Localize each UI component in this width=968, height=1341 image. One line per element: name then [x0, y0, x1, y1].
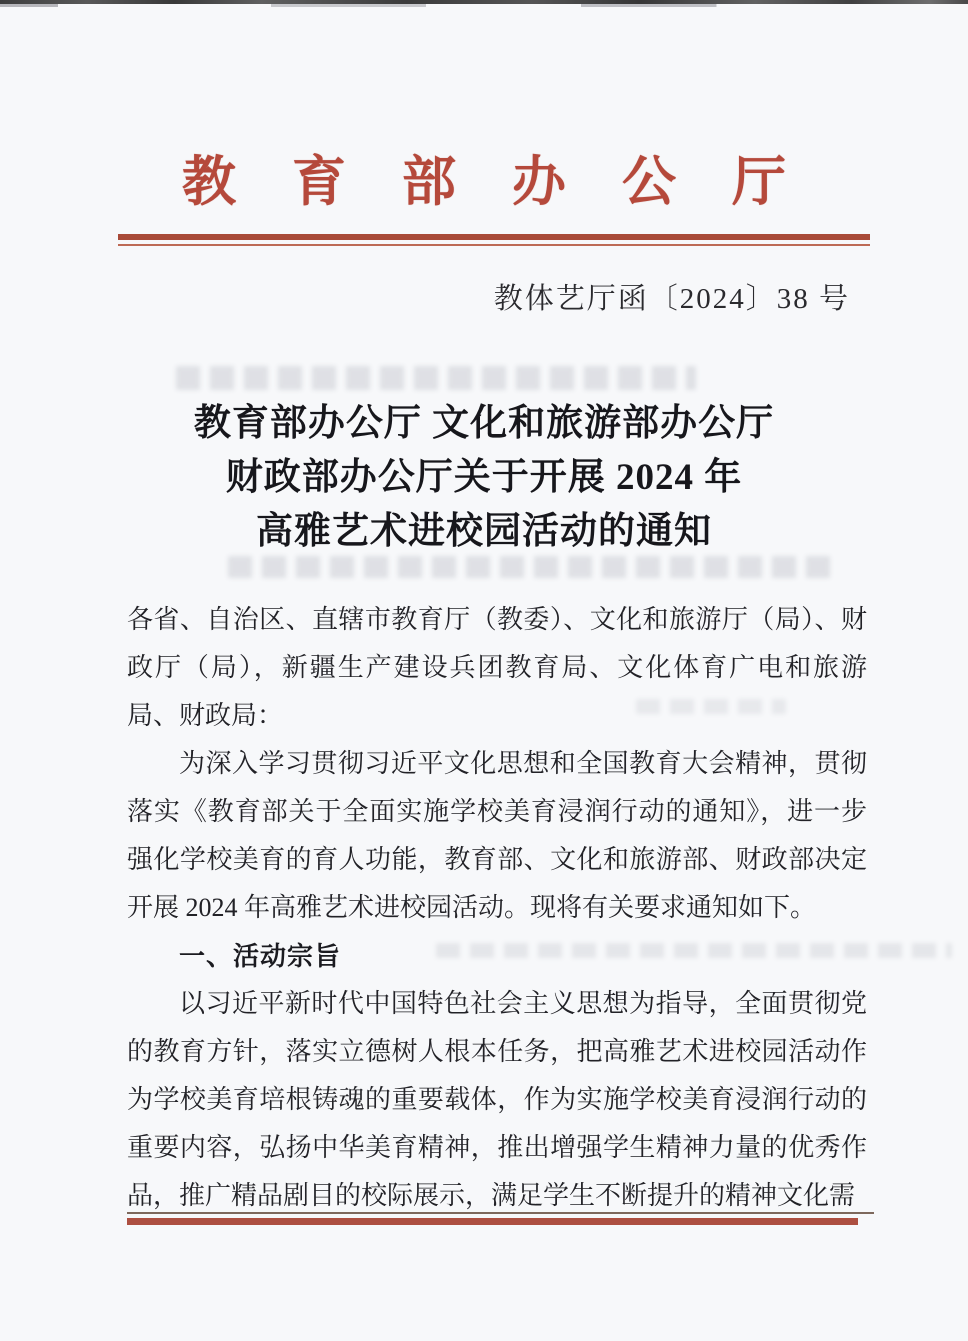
letterhead-agency-name: 教育部办公厅	[182, 152, 842, 212]
document-title-line-1: 教育部办公厅 文化和旅游部办公厅	[193, 403, 775, 444]
document-title-line-2: 财政部办公厅关于开展 2024 年	[225, 457, 743, 498]
section-1-heading: 一、活动宗旨	[179, 941, 342, 971]
bleed-through-artifact	[176, 366, 696, 390]
scanner-edge-artifact-light	[0, 4, 968, 7]
document-body	[127, 596, 867, 1220]
addressee-line: 各省、自治区、直辖市教育厅（教委）、文化和旅游厅（局）、财政厅（局），新疆生产建设兵团教育局、文化体育广电和旅游局、财政局：	[127, 605, 867, 730]
letterhead-rule-thin	[118, 244, 870, 246]
intro-paragraph: 为深入学习贯彻习近平文化思想和全国教育大会精神，贯彻落实《教育部关于全面实施学校美育浸润行动的通知》，进一步强化学校美育的育人功能，教育部、文化和旅游部、财政部决定开展 2024 年高雅艺术进校园活动。现将有关要求通知如下。	[127, 749, 867, 922]
page-bottom-rule-thin	[127, 1212, 874, 1214]
document-title	[0, 397, 968, 559]
document-title-line-3: 高雅艺术进校园活动的通知	[256, 511, 712, 552]
section-1-paragraph: 以习近平新时代中国特色社会主义思想为指导，全面贯彻党的教育方针，落实立德树人根本任务，把高雅艺术进校园活动作为学校美育培根铸魂的重要载体，作为实施学校美育浸润行动的重要内容，弘扬中华美育精神，推出增强学生精神力量的优秀作品，推广精品剧目的校际展示，满足学生不断提升的精神文化需	[127, 989, 867, 1210]
page-bottom-rule-thick	[127, 1218, 858, 1225]
letterhead-rule-thick	[118, 234, 870, 240]
bleed-through-artifact	[228, 556, 840, 578]
document-number: 教体艺厅函〔2024〕38 号	[493, 283, 850, 315]
